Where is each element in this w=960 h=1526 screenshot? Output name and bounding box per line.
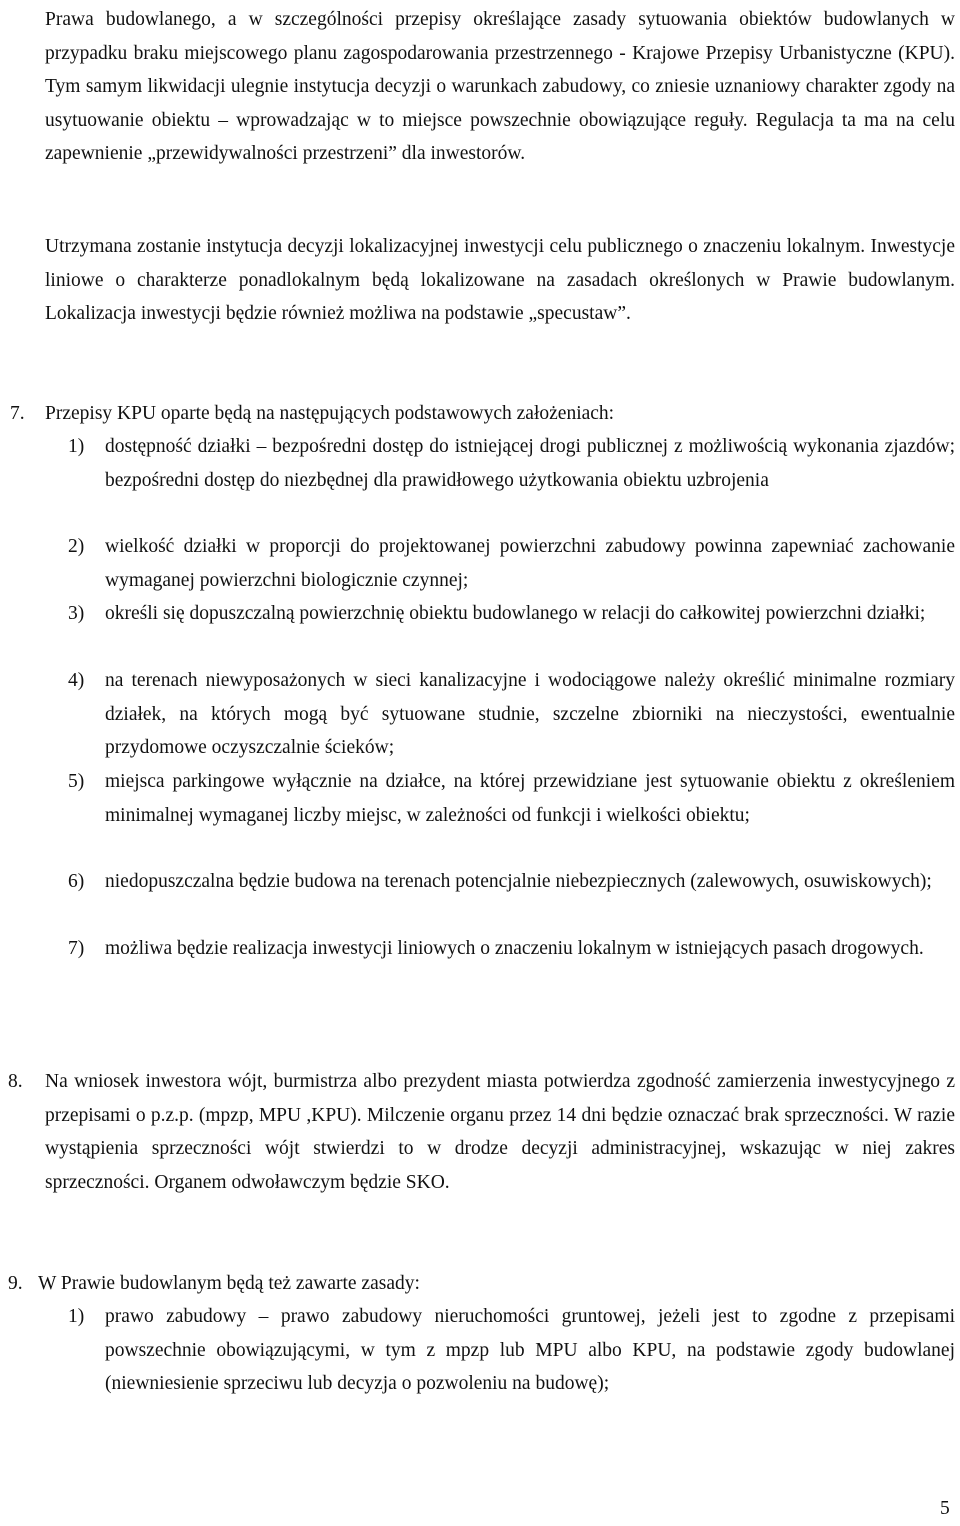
section-9-heading: W Prawie budowlanym będą też zawarte zasady: (38, 1273, 420, 1294)
item-label: 6) (68, 871, 85, 892)
item-label: 1) (68, 436, 85, 457)
item-text: na terenach niewyposażonych w sieci kanalizacyjne i wodociągowe należy określić minimalne rozmiary działek, na których mogą być sytuowane studnie, szczelne zbiorniki na nieczystości, ewentualnie przydomowe oczyszczalnie ścieków; (105, 670, 955, 758)
second-paragraph: Utrzymana zostanie instytucja decyzji lokalizacyjnej inwestycji celu publicznego o znaczeniu lokalnym. Inwestycje liniowe o charakterze ponadlokalnym będą lokalizowane na zasadach określonych w Prawie budowlanym. Lokalizacja inwestycji będzie również możliwa na podstawie „specustaw”. (45, 236, 955, 324)
item-text: dostępność działki – bezpośredni dostęp do istniejącej drogi publicznej z możliwością wykonania zjazdów; bezpośredni dostęp do niezbędnej dla prawidłowego użytkowania obiektu uzbrojenia (105, 436, 955, 491)
item-label: 5) (68, 771, 85, 792)
page-number: 5 (940, 1498, 950, 1519)
item-label: 7) (68, 938, 85, 959)
item-label: 1) (68, 1306, 85, 1327)
section-7-heading: Przepisy KPU oparte będą na następujących podstawowych założeniach: (45, 403, 615, 424)
item-text: określi się dopuszczalną powierzchnię obiektu budowlanego w relacji do całkowitej powierzchni działki; (105, 603, 926, 624)
item-text: niedopuszczalna będzie budowa na terenach potencjalnie niebezpiecznych (zalewowych, osuwiskowych); (105, 871, 932, 892)
item-text: prawo zabudowy – prawo zabudowy nieruchomości gruntowej, jeżeli jest to zgodne z przepisami powszechnie obowiązującymi, w tym z mpzp lub MPU albo KPU, na podstawie zgody budowlanej (niewniesienie sprzeciwu lub decyzja o pozwoleniu na budowę); (105, 1306, 955, 1394)
section-9-number: 9. (8, 1273, 23, 1294)
section-8-text: Na wniosek inwestora wójt, burmistrza albo prezydent miasta potwierdza zgodność zamierzenia inwestycyjnego z przepisami o p.z.p. (mpzp, MPU ,KPU). Milczenie organu przez 14 dni będzie oznaczać brak sprzeczności. W razie wystąpienia sprzeczności wójt stwierdzi to w drodze decyzji administracyjnej, wskazując w niej zakres sprzeczności. Organem odwoławczym będzie SKO. (45, 1071, 955, 1193)
item-label: 3) (68, 603, 85, 624)
section-8-number: 8. (8, 1071, 23, 1092)
item-text: miejsca parkingowe wyłącznie na działce, na której przewidziane jest sytuowanie obiektu z określeniem minimalnej wymaganej liczby miejsc, w zależności od funkcji i wielkości obiektu; (105, 771, 955, 826)
item-label: 2) (68, 536, 85, 557)
intro-paragraph: Prawa budowlanego, a w szczególności przepisy określające zasady sytuowania obiektów budowlanych w przypadku braku miejscowego planu zagospodarowania przestrzennego - Krajowe Przepisy Urbanistyczne (KPU). Tym samym likwidacji ulegnie instytucja decyzji o warunkach zabudowy, co zniesie uznaniowy charakter zgody na usytuowanie obiektu – wprowadzając w to miejsce powszechnie obowiązujące reguły. Regulacja ta ma na celu zapewnienie „przewidywalności przestrzeni” dla inwestorów. (45, 9, 955, 164)
section-7-number: 7. (10, 403, 25, 424)
item-text: możliwa będzie realizacja inwestycji liniowych o znaczeniu lokalnym w istniejących pasach drogowych. (105, 938, 924, 959)
item-text: wielkość działki w proporcji do projektowanej powierzchni zabudowy powinna zapewniać zachowanie wymaganej powierzchni biologicznie czynnej; (105, 536, 955, 591)
item-label: 4) (68, 670, 85, 691)
